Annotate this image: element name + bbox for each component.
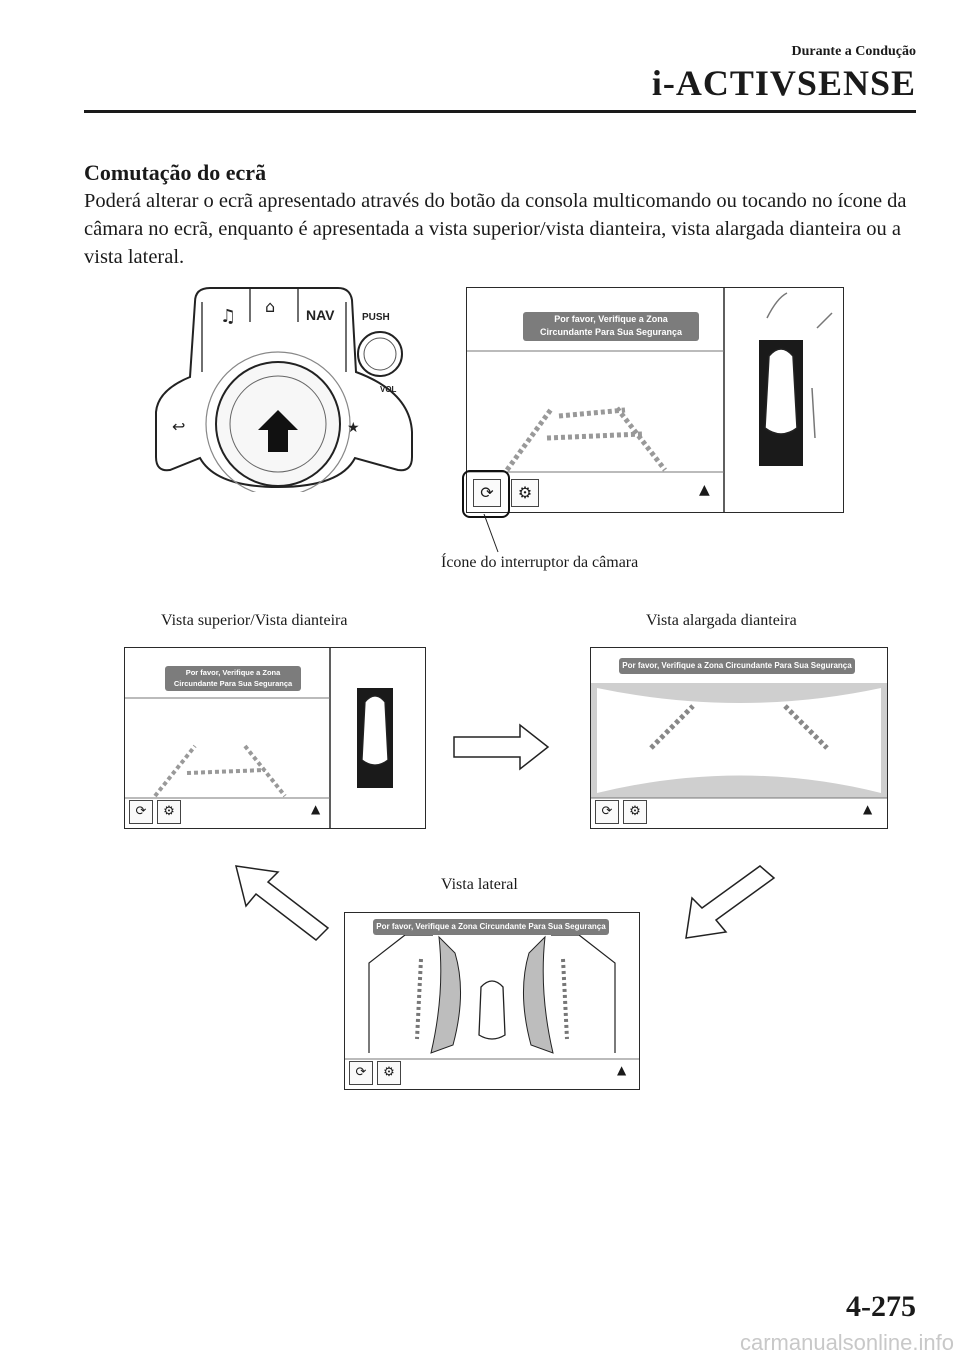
back-icon: ↩ — [172, 417, 186, 436]
camera-switch-icon: ⟳ — [480, 483, 494, 502]
camera-switch-icon: ⟳ — [355, 1065, 367, 1080]
home-icon: ⌂ — [265, 297, 276, 316]
safety-warning-banner: Por favor, Verifique a Zona Circundante Para Sua Segurança — [523, 312, 699, 341]
camera-icon-highlight — [462, 470, 510, 518]
gear-icon: ⚙ — [383, 1065, 395, 1080]
arrow-right-icon — [452, 722, 552, 772]
caption-side: Vista lateral — [441, 876, 518, 893]
commander-control-illustration — [150, 282, 430, 492]
camera-switch-button[interactable] — [595, 800, 619, 824]
sonar-car-icon: ▲ — [617, 1063, 627, 1077]
vol-label: VOL — [380, 385, 397, 394]
page-number: 4-275 — [846, 1290, 916, 1323]
page-heading: i-ACTIVSENSE — [651, 63, 916, 103]
settings-button[interactable] — [511, 479, 539, 507]
caption-top-front: Vista superior/Vista dianteira — [161, 612, 348, 629]
gear-icon: ⚙ — [163, 804, 175, 819]
gear-icon: ⚙ — [629, 804, 641, 819]
caption-camera-icon: Ícone do interruptor da câmara — [441, 554, 639, 571]
favorite-icon: ★ — [347, 420, 360, 436]
body-paragraph: Poderá alterar o ecrã apresentado através do botão da consola multicomando ou tocando no ícone da câmara no ecrã, enquanto é apresentada a vista superior/vista dianteira, vista alargada dianteira ou a vista lateral. — [84, 190, 907, 268]
caption-leader-line — [480, 514, 510, 554]
camera-switch-button[interactable] — [349, 1061, 373, 1085]
settings-button[interactable] — [157, 800, 181, 824]
chapter-label: Durante a Condução — [791, 44, 916, 59]
settings-button[interactable] — [623, 800, 647, 824]
camera-switch-button[interactable] — [129, 800, 153, 824]
screen-wide-front — [590, 647, 888, 829]
safety-warning-banner: Por favor, Verifique a Zona Circundante Para Sua Segurança — [373, 919, 609, 935]
arrow-down-left-icon — [682, 862, 782, 942]
screen-side — [344, 912, 640, 1090]
push-label: PUSH — [362, 312, 390, 323]
safety-warning-banner: Por favor, Verifique a Zona Circundante Para Sua Segurança — [165, 666, 301, 691]
camera-switch-icon: ⟳ — [135, 804, 147, 819]
arrow-up-left-icon — [232, 862, 332, 942]
safety-warning-banner: Por favor, Verifique a Zona Circundante Para Sua Segurança — [619, 658, 855, 674]
gear-icon: ⚙ — [517, 483, 533, 502]
watermark: carmanualsonline.info — [739, 1330, 954, 1355]
camera-switch-icon: ⟳ — [601, 804, 613, 819]
sonar-car-icon: ▲ — [311, 802, 321, 816]
caption-wide-front: Vista alargada dianteira — [646, 612, 797, 629]
section-title: Comutação do ecrã — [84, 160, 267, 185]
sonar-car-icon: ▲ — [699, 482, 710, 498]
settings-button[interactable] — [377, 1061, 401, 1085]
nav-label: NAV — [306, 307, 335, 323]
sonar-car-icon: ▲ — [863, 802, 873, 816]
music-icon: ♫ — [220, 306, 237, 327]
screen-top-front — [124, 647, 426, 829]
header-divider — [84, 110, 916, 113]
screen-top-front-large — [466, 287, 844, 513]
